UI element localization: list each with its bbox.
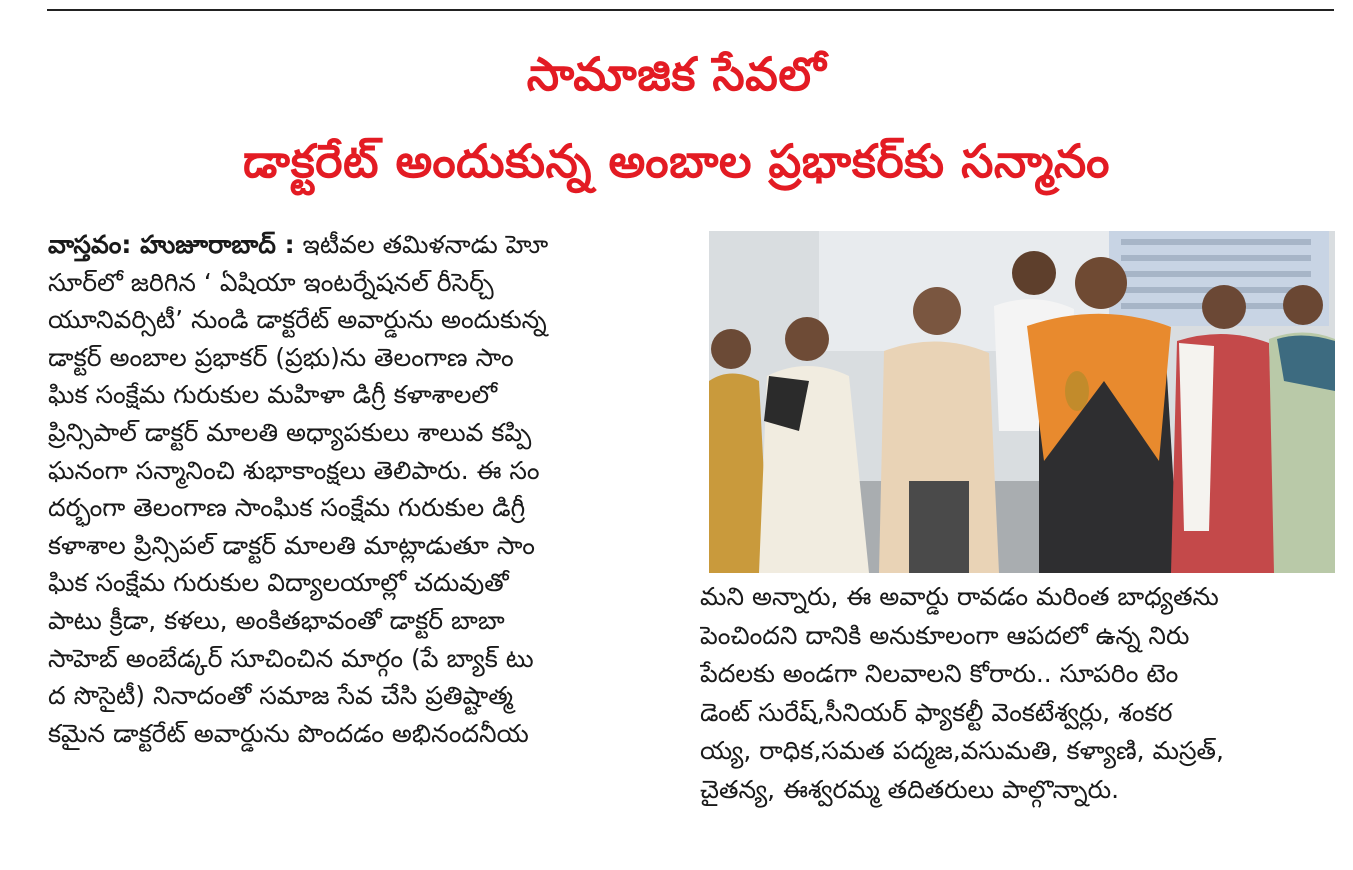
article-line: ఘిక సంక్షేమ గురుకుల మహిళా డిగ్రీ కళాశాలలో bbox=[48, 380, 498, 410]
headline-line-1: సామాజిక సేవలో bbox=[526, 47, 827, 101]
article-line: ద సొసైటీ) నినాదంతో సమాజ సేవ చేసి ప్రతిష్టాత్మ bbox=[48, 681, 513, 711]
article-line: దర్భంగా తెలంగాణ సాంఘిక సంక్షేమ గురుకుల డిగ్రీ bbox=[48, 493, 526, 523]
top-rule bbox=[47, 9, 1334, 11]
article-line: డెంట్ సురేష్,సీనియర్ ఫ్యాకల్టీ వెంకటేశ్వర్లు, శంకర bbox=[700, 697, 1173, 727]
article-line: పేదలకు అండగా నిలవాలని కోరారు.. సూపరిం టెం bbox=[700, 659, 1179, 688]
news-photo bbox=[709, 231, 1335, 573]
headline-line-2: డాక్టరేట్ అందుకున్న అంబాల ప్రభాకర్‌కు సన్మానం bbox=[243, 134, 1110, 188]
article-line: కమైన డాక్టరేట్ అవార్డును పొందడం అభినందనీయ bbox=[48, 718, 529, 748]
article-line: మని అన్నారు, ఈ అవార్డు రావడం మరింత బాధ్యతను bbox=[700, 582, 1219, 611]
article-line: పాటు క్రీడా, కళలు, అంకితభావంతో డాక్టర్ బాబా bbox=[48, 605, 505, 635]
dateline: వాస్తవం: హుజూరాబాద్ : bbox=[48, 230, 295, 259]
article-line: పెంచిందని దానికి అనుకూలంగా ఆపదలో ఉన్న నిరు bbox=[700, 620, 1190, 650]
article-line bbox=[48, 226, 663, 264]
article-line: య్య, రాధిక,సమత పద్మజ,వసుమతి, కళ్యాణి, మస్రత్, bbox=[700, 736, 1224, 765]
article-line: సాహెబ్ అంబేడ్కర్ సూచించిన మార్గం (పే బ్యాక్ టు bbox=[48, 643, 534, 673]
article-line: ప్రిన్సిపాల్ డాక్టర్ మాలతి అధ్యాపకులు శాలువ కప్పి bbox=[48, 417, 532, 447]
article-right-column bbox=[700, 578, 1340, 809]
article-line: డాక్టర్ అంబాల ప్రభాకర్ (ప్రభు)ను తెలంగాణ సాం bbox=[48, 342, 514, 372]
article-line: ఘిక సంక్షేమ గురుకుల విద్యాలయాల్లో చదువుతో bbox=[48, 568, 509, 598]
article-line: సూర్‌లో జరిగిన ‘ ఏషియా ఇంటర్నేషనల్ రీసెర్చ్ bbox=[48, 267, 494, 297]
article-line: యూనివర్సిటీ’ నుండి డాక్టరేట్ అవార్డును అందుకున్న bbox=[48, 305, 547, 335]
article-line: చైతన్య, ఈశ్వరమ్మ తదితరులు పాల్గొన్నారు. bbox=[700, 774, 1120, 804]
article-left-column bbox=[48, 226, 663, 752]
article-line: కళాశాల ప్రిన్సిపల్ డాక్టర్ మాలతి మాట్లాడుతూ సాం bbox=[48, 530, 535, 560]
article-line: ఘనంగా సన్మానించి శుభాకాంక్షలు తెలిపారు. ఈ సం bbox=[48, 455, 540, 485]
article-text: ఇటీవల తమిళనాడు హెూ bbox=[294, 230, 549, 259]
